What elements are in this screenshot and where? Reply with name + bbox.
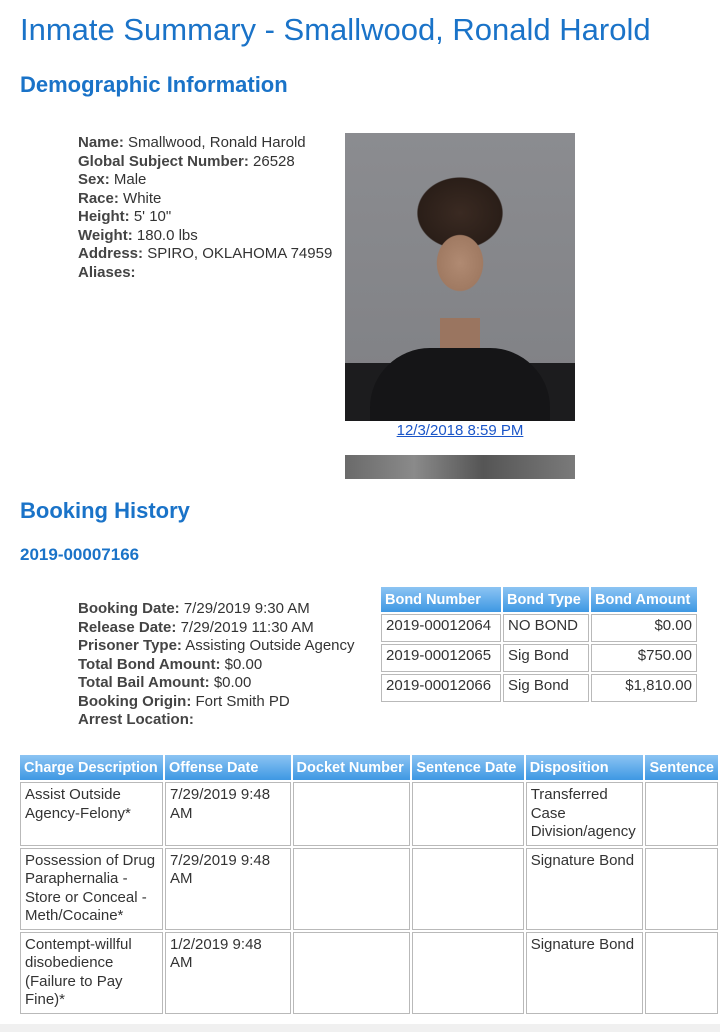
col-bond-amount[interactable]: Bond Amount	[591, 587, 697, 612]
photo-shoulders	[370, 348, 550, 421]
offense-date-cell: 7/29/2019 9:48 AM	[165, 848, 291, 930]
field-release-date: Release Date: 7/29/2019 11:30 AM	[78, 618, 314, 636]
booking-number: 2019-00007166	[20, 545, 140, 564]
photo-date-link[interactable]: 12/3/2018 8:59 PM	[396, 422, 524, 439]
disposition-cell: Signature Bond	[526, 932, 644, 1014]
bond-type-cell: NO BOND	[503, 614, 589, 642]
bond-header-row	[381, 587, 697, 612]
disposition-cell: Signature Bond	[526, 848, 644, 930]
field-name: Name: Smallwood, Ronald Harold	[78, 134, 306, 151]
bond-number-cell: 2019-00012065	[381, 644, 501, 672]
col-sentence[interactable]: Sentence	[645, 755, 718, 780]
bond-table	[379, 585, 699, 704]
table-row	[381, 644, 697, 672]
sentence-cell	[645, 782, 718, 846]
photo-thumbnail-strip[interactable]	[345, 455, 575, 479]
charge-description-cell: Contempt-willful disobedience (Failure to Pay Fine)*	[20, 932, 163, 1014]
field-race: Race: White	[78, 189, 162, 207]
charges-header-row	[20, 755, 718, 780]
charges-table	[18, 753, 720, 1016]
booking-history-heading: Booking History	[20, 498, 190, 523]
bond-type-cell: Sig Bond	[503, 674, 589, 702]
disposition-cell: Transferred Case Division/agency	[526, 782, 644, 846]
offense-date-cell: 7/29/2019 9:48 AM	[165, 782, 291, 846]
sentence-date-cell	[412, 932, 523, 1014]
field-aliases: Aliases:	[78, 263, 136, 281]
field-weight: Weight: 180.0 lbs	[78, 226, 198, 244]
booking-fields	[78, 600, 355, 730]
table-row	[20, 782, 718, 846]
demographic-heading: Demographic Information	[20, 72, 288, 97]
field-arrest-location: Arrest Location:	[78, 711, 194, 728]
col-docket-number[interactable]: Docket Number	[293, 755, 411, 780]
col-disposition[interactable]: Disposition	[526, 755, 644, 780]
field-subject-number: Global Subject Number: 26528	[78, 152, 295, 170]
mugshot-photo	[345, 133, 575, 421]
docket-number-cell	[293, 932, 411, 1014]
field-booking-origin: Booking Origin: Fort Smith PD	[78, 692, 290, 710]
charge-description-cell: Possession of Drug Paraphernalia - Store or Conceal - Meth/Cocaine*	[20, 848, 163, 930]
sentence-cell	[645, 932, 718, 1014]
demographic-fields	[78, 134, 332, 282]
col-sentence-date[interactable]: Sentence Date	[412, 755, 523, 780]
docket-number-cell	[293, 848, 411, 930]
page-title: Inmate Summary - Smallwood, Ronald Harold	[20, 12, 651, 47]
table-row	[20, 848, 718, 930]
table-row	[381, 674, 697, 702]
offense-date-cell: 1/2/2019 9:48 AM	[165, 932, 291, 1014]
page-bottom-divider	[0, 1024, 720, 1032]
field-total-bail: Total Bail Amount: $0.00	[78, 674, 252, 691]
field-prisoner-type: Prisoner Type: Assisting Outside Agency	[78, 637, 355, 654]
bond-type-cell: Sig Bond	[503, 644, 589, 672]
sentence-date-cell	[412, 848, 523, 930]
field-height: Height: 5' 10"	[78, 208, 172, 225]
table-row	[20, 932, 718, 1014]
col-bond-type[interactable]: Bond Type	[503, 587, 589, 612]
docket-number-cell	[293, 782, 411, 846]
col-bond-number[interactable]: Bond Number	[381, 587, 501, 612]
sentence-date-cell	[412, 782, 523, 846]
bond-amount-cell: $750.00	[591, 644, 697, 672]
bond-amount-cell: $1,810.00	[591, 674, 697, 702]
field-total-bond: Total Bond Amount: $0.00	[78, 655, 263, 673]
bond-amount-cell: $0.00	[591, 614, 697, 642]
table-row	[381, 614, 697, 642]
field-sex: Sex: Male	[78, 171, 147, 188]
sentence-cell	[645, 848, 718, 930]
bond-number-cell: 2019-00012064	[381, 614, 501, 642]
bond-number-cell: 2019-00012066	[381, 674, 501, 702]
charge-description-cell: Assist Outside Agency-Felony*	[20, 782, 163, 846]
field-address: Address: SPIRO, OKLAHOMA 74959	[78, 245, 333, 262]
field-booking-date: Booking Date: 7/29/2019 9:30 AM	[78, 600, 310, 617]
col-offense-date[interactable]: Offense Date	[165, 755, 291, 780]
col-charge-description[interactable]: Charge Description	[20, 755, 163, 780]
